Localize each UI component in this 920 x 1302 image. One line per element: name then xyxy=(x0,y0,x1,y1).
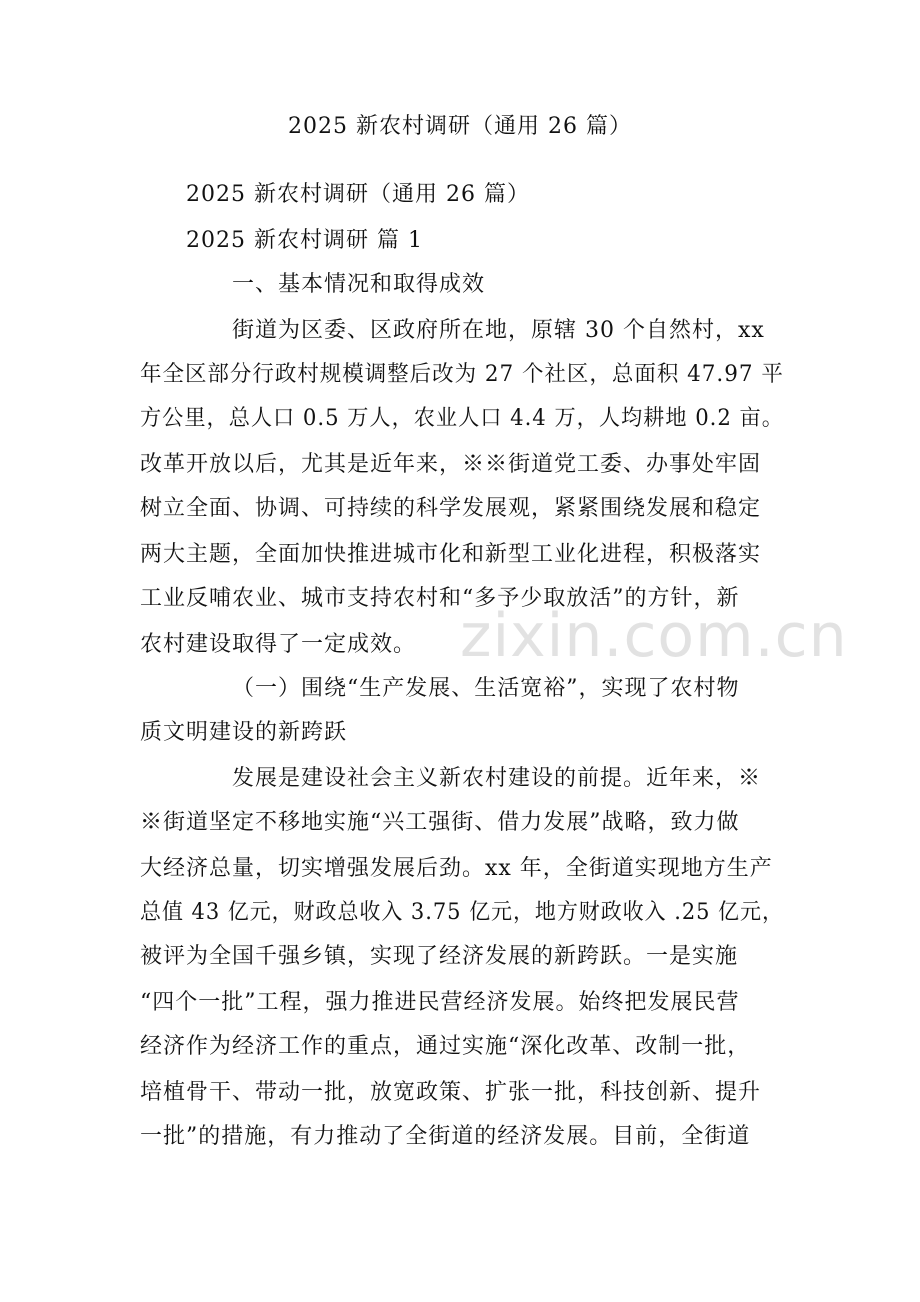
section-heading: 2025 新农村调研 篇 1 xyxy=(186,228,423,253)
subtitle-line: 2025 新农村调研（通用 26 篇） xyxy=(186,182,530,207)
paragraph-line: 农村建设取得了一定成效。 xyxy=(140,632,417,657)
paragraph-line: 街道为区委、区政府所在地，原辖 30 个自然村，xx xyxy=(232,318,765,343)
paragraph-line: 培植骨干、带动一批，放宽政策、扩张一批，科技创新、提升 xyxy=(140,1080,762,1105)
paragraph-line: 改革开放以后，尤其是近年来，※※街道党工委、办事处牢固 xyxy=(140,452,762,477)
paragraph-line: 总值 43 亿元，财政总收入 3.75 亿元，地方财政收入 .25 亿元， xyxy=(140,900,784,925)
paragraph-line: 工业反哺农业、城市支持农村和“多予少取放活”的方针，新 xyxy=(140,586,740,611)
paragraph-line: 大经济总量，切实增强发展后劲。xx 年，全街道实现地方生产 xyxy=(140,856,773,881)
paragraph-line: ※街道坚定不移地实施“兴工强街、借力发展”战略，致力做 xyxy=(140,810,740,835)
heading-basic-situation: 一、基本情况和取得成效 xyxy=(232,272,486,297)
subheading-line: 质文明建设的新跨跃 xyxy=(140,720,348,745)
paragraph-line: 一批”的措施，有力推动了全街道的经济发展。目前，全街道 xyxy=(140,1124,751,1149)
paragraph-line: 发展是建设社会主义新农村建设的前提。近年来，※ xyxy=(232,766,762,791)
document-title: 2025 新农村调研（通用 26 篇） xyxy=(288,114,632,139)
paragraph-line: 被评为全国千强乡镇，实现了经济发展的新跨跃。一是实施 xyxy=(140,944,739,969)
watermark: zixin.com.cn xyxy=(460,601,848,671)
paragraph-line: 树立全面、协调、可持续的科学发展观，紧紧围绕发展和稳定 xyxy=(140,496,762,521)
paragraph-line: 两大主题，全面加快推进城市化和新型工业化进程，积极落实 xyxy=(140,542,762,567)
paragraph-line: 方公里，总人口 0.5 万人，农业人口 4.4 万，人均耕地 0.2 亩。 xyxy=(140,406,784,431)
paragraph-line: 年全区部分行政村规模调整后改为 27 个社区，总面积 47.97 平 xyxy=(140,362,784,387)
subheading-line: （一）围绕“生产发展、生活宽裕”，实现了农村物 xyxy=(232,676,740,701)
paragraph-line: 经济作为经济工作的重点，通过实施“深化改革、改制一批， xyxy=(140,1034,751,1059)
paragraph-line: “四个一批”工程，强力推进民营经济发展。始终把发展民营 xyxy=(140,990,740,1015)
